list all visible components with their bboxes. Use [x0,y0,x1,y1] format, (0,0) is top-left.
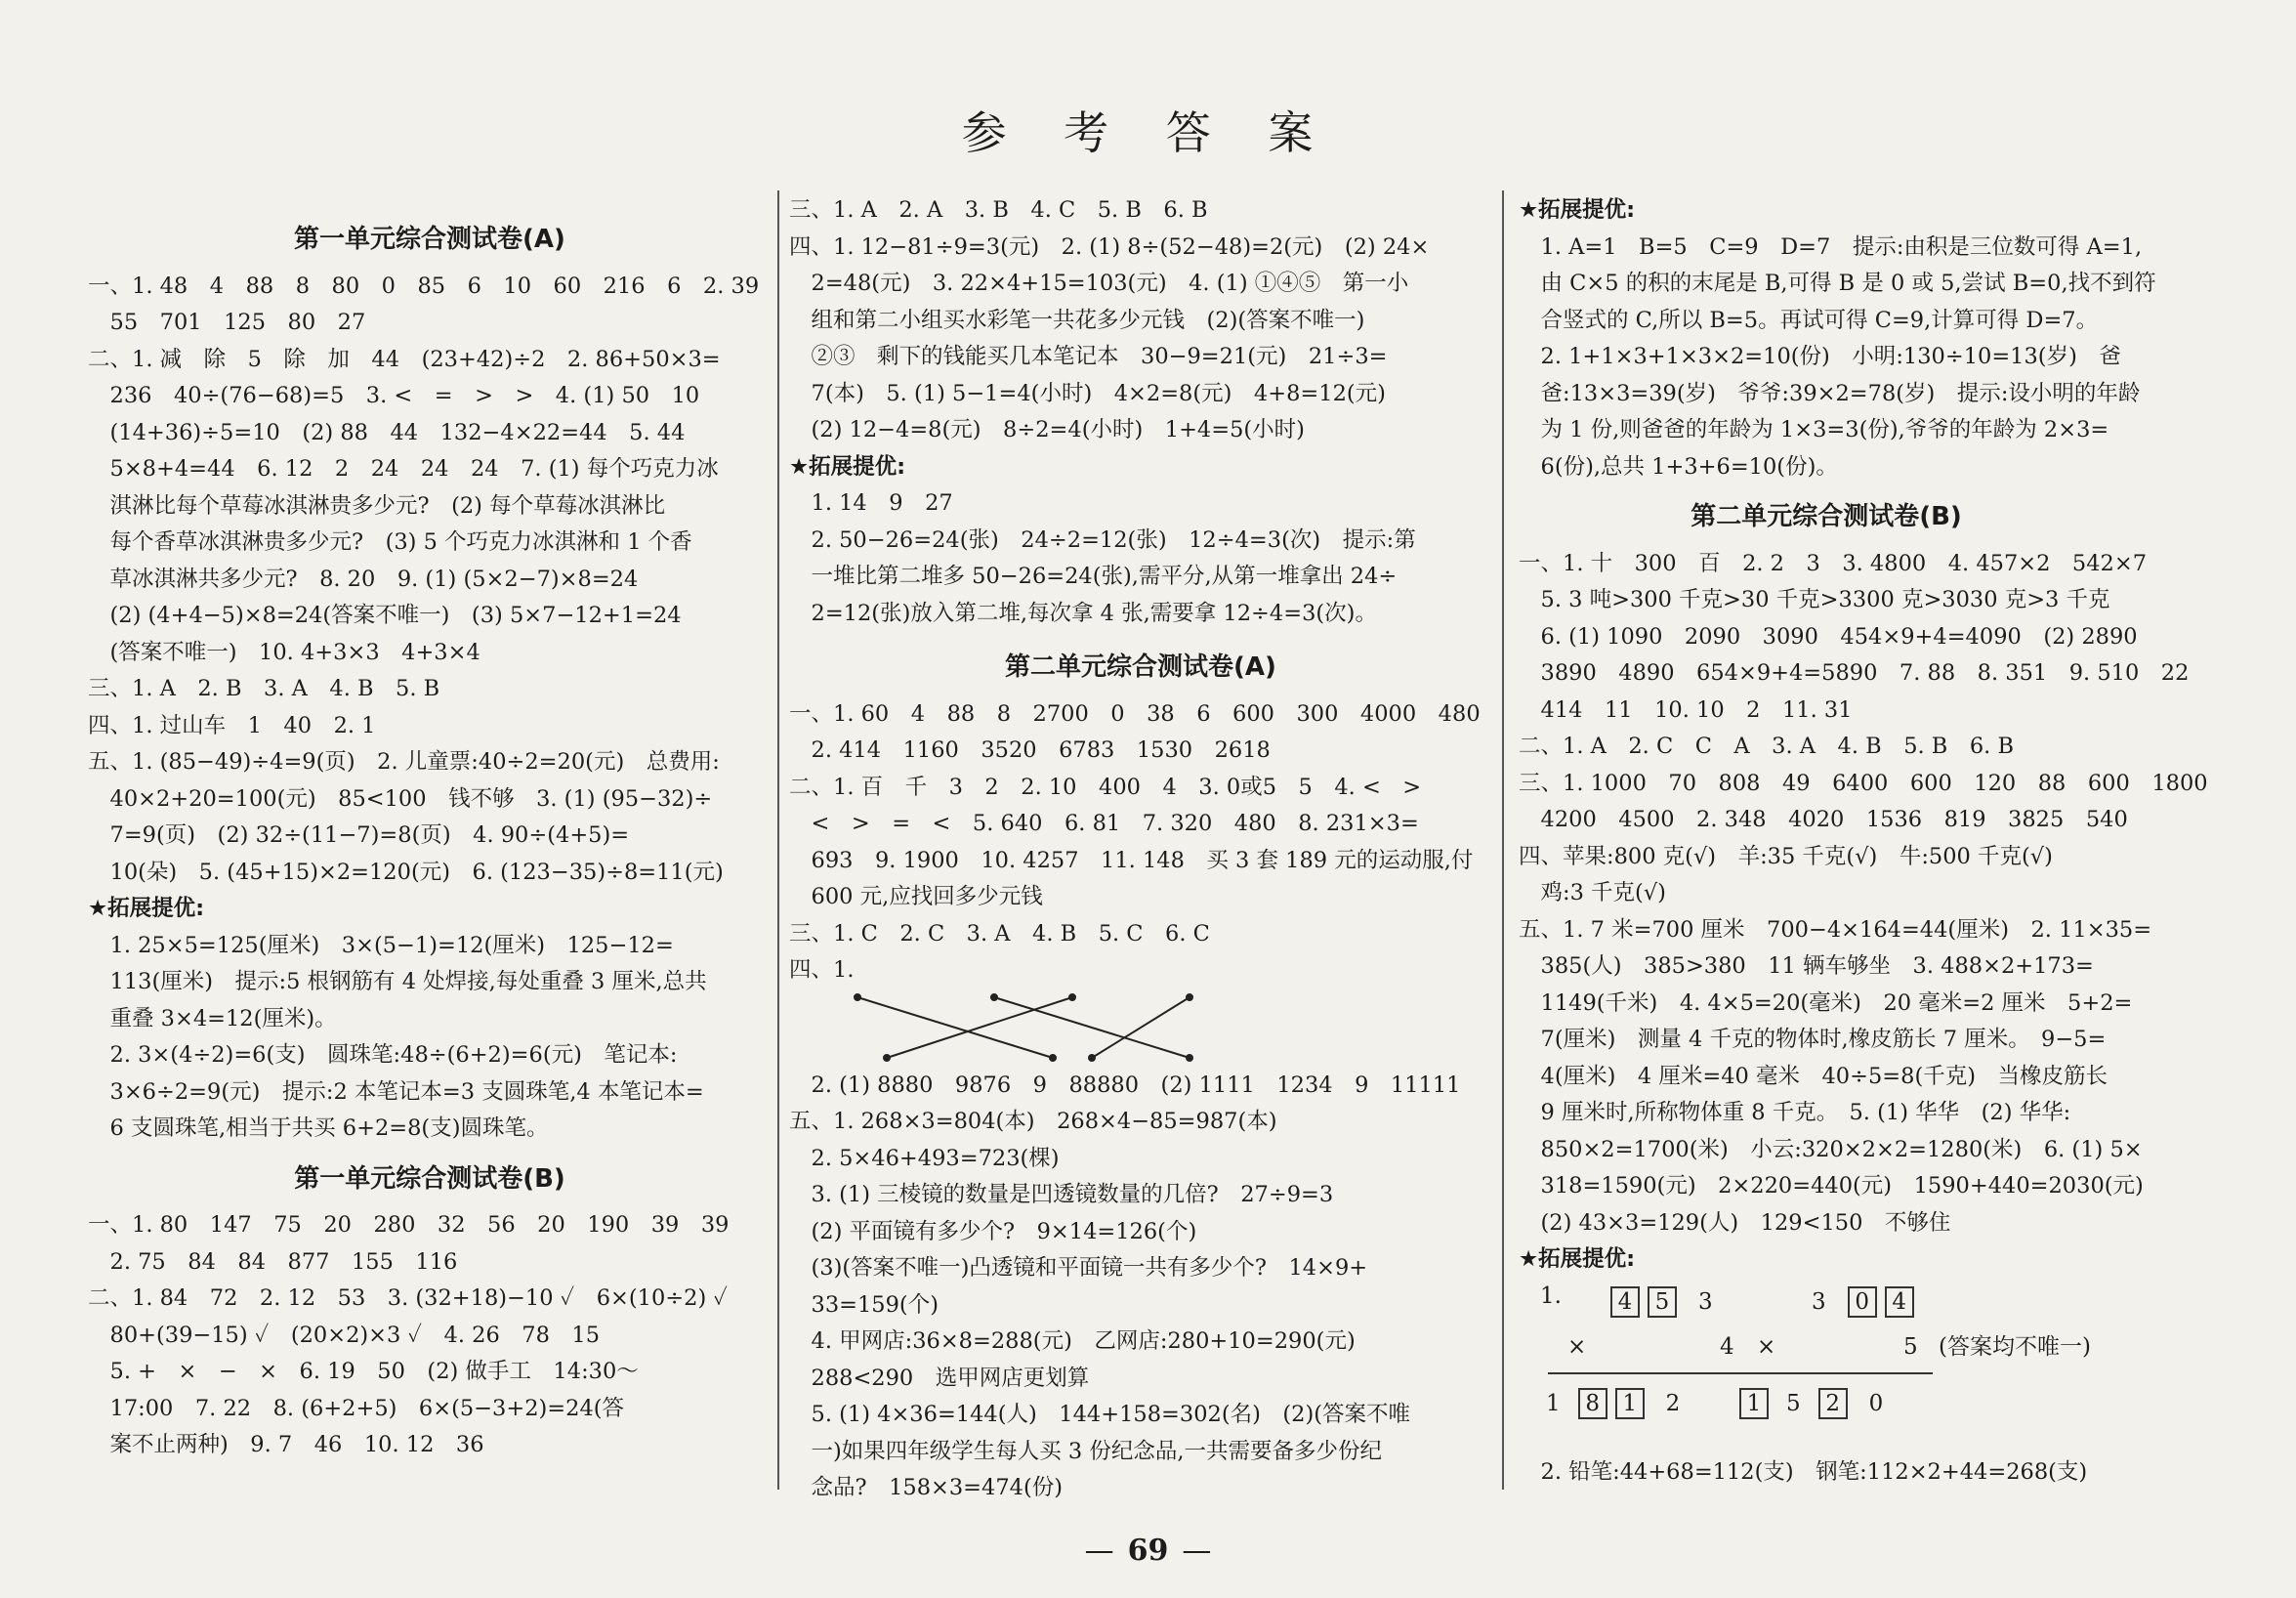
matching-lines [789,989,1473,1068]
multiplicand [1607,1284,1713,1322]
digit-box: 2 [1818,1388,1848,1419]
rule-line [1548,1372,1743,1374]
answer-line: 2. (1) 8880 9876 9 88880 (2) 1111 1234 9 11111 [789,1072,1461,1098]
answer-line: 二、1. 84 72 2. 12 53 3. (32+18)−10 ✓ 6×(10÷2) ✓ [88,1285,728,1311]
answer-line: 为 1 份,则爸爸的年龄为 1×3=3(份),爷爷的年龄为 2×3= [1519,417,2109,442]
answer-line: 四、1. 12−81÷9=3(元) 2. (1) 8÷(52−48)=2(元) (2) 24× [789,233,1430,260]
page-number: 69 [1127,1534,1169,1568]
answer-line: 鸡:3 千克(√) [1519,880,1666,905]
section-body-unit2-a [789,696,1492,989]
extension-label: ★拓展提优: [88,896,205,921]
answer-line: 五、1. 7 米=700 厘米 700−4×164=44(厘米) 2. 11×35= [1519,916,2152,943]
extension-body [88,928,772,1148]
answer-line: 2. 75 84 84 877 155 116 [88,1248,458,1275]
answer-line: 318=1590(元) 2×220=440(元) 1590+440=2030(元) [1519,1173,2144,1198]
multiplier: 4 [1720,1333,1734,1360]
answer-line: 414 11 10. 10 2 11. 31 [1519,696,1853,723]
answer-line: (2) (4+4−5)×8=24(答案不唯一) (3) 5×7−12+1=24 [88,603,682,628]
answer-line: 二、1. 减 除 5 除 加 44 (23+42)÷2 2. 86+50×3= [88,346,721,372]
answer-line: 3890 4890 654×9+4=5890 7. 88 8. 351 9. 510 22 [1519,660,2190,686]
extension-label: ★拓展提优: [1519,197,1636,223]
section-body-unit1-a-cont [789,192,1492,449]
extension-body [1519,230,2156,486]
answer-line: 33=159(个) [789,1291,939,1318]
digit: 3 [1812,1288,1826,1315]
product [1735,1386,1883,1423]
answer-line: 1149(千米) 4. 4×5=20(毫米) 20 毫米=2 厘米 5+2= [1519,989,2133,1016]
answer-line: 5×8+4=44 6. 12 2 24 24 24 7. (1) 每个巧克力冰 [88,456,719,482]
answer-line: 3. (1) 三棱镜的数量是凹透镜数量的几倍? 27÷9=3 [789,1182,1334,1207]
answer-line: ②③ 剩下的钱能买几本笔记本 30−9=21(元) 21÷3= [789,344,1388,369]
answer-line: 三、1. 1000 70 808 49 6400 600 120 88 600 1800 [1519,770,2208,796]
answer-line: 4(厘米) 4 厘米=40 毫米 40÷5=8(千克) 当橡皮筋长 [1519,1063,2108,1089]
answer-line: (2) 平面镜有多少个? 9×14=126(个) [789,1218,1197,1244]
section-title-unit2-a: 第二单元综合测试卷(A) [1005,652,1276,682]
answer-line: 一、1. 60 4 88 8 2700 0 38 6 600 300 4000 480 [789,700,1481,727]
section-body-unit1-b [88,1207,772,1464]
answer-line: 7=9(页) (2) 32÷(11−7)=8(页) 4. 90÷(4+5)= [88,822,630,848]
section-body-unit2-b [1519,546,2208,1242]
digit-box: 1 [1615,1388,1645,1419]
answer-line: 合竖式的 C,所以 B=5。再试可得 C=9,计算可得 D=7。 [1519,307,2099,333]
answer-line: 淇淋比每个草莓冰淇淋贵多少元? (2) 每个草莓冰淇淋比 [88,492,666,519]
answer-line: 由 C×5 的积的末尾是 B,可得 B 是 0 或 5,尝试 B=0,找不到符 [1519,271,2156,296]
answer-line: 9 厘米时,所称物体重 8 千克。 5. (1) 华华 (2) 华华: [1519,1100,2071,1125]
section-title-unit2-b: 第二单元综合测试卷(B) [1691,502,1962,531]
column-right [1519,192,2208,1491]
answer-line: 5. (1) 4×36=144(人) 144+158=302(名) (2)(答案不唯 [789,1402,1411,1427]
extension-label: ★拓展提优: [789,453,906,480]
answer-line: 6(份),总共 1+3+6=10(份)。 [1519,453,1838,480]
answer-line: 二、1. 百 千 3 2 2. 10 400 4 3. 0或5 5 4. < > [789,774,1422,800]
answer-line: 2. 414 1160 3520 6783 1530 2618 [789,737,1271,763]
answer-line: (3)(答案不唯一)凸透镜和平面镜一共有多少个? 14×9+ [789,1255,1368,1281]
vertical-multiplication-answers [1519,1279,2134,1454]
answer-line: 一、1. 80 147 75 20 280 32 56 20 190 39 39 [88,1212,730,1238]
answer-line: 2. 3×(4÷2)=6(支) 圆珠笔:48÷(6+2)=6(元) 笔记本: [88,1042,678,1068]
answer-line: 6 支圆珠笔,相当于共买 6+2=8(支)圆珠笔。 [88,1115,549,1141]
answer-line: 288<290 选甲网店更划算 [789,1365,1090,1391]
page-number-footer [0,1534,2296,1568]
answer-line: 三、1. A 2. A 3. B 4. C 5. B 6. B [789,197,1208,223]
section-body-unit2-a-cont [789,1068,1492,1507]
answer-line: 2=12(张)放入第二堆,每次拿 4 张,需要拿 12÷4=3(次)。 [789,600,1377,626]
footer-dash-left: — [1084,1534,1114,1568]
answer-line: 1. A=1 B=5 C=9 D=7 提示:由积是三位数可得 A=1, [1519,233,2143,260]
answer-line: 4. 甲网店:36×8=288(元) 乙网店:280+10=290(元) [789,1328,1356,1354]
answer-line: 7(厘米) 测量 4 千克的物体时,橡皮筋长 7 厘米。 9−5= [1519,1027,2107,1052]
multiplicand [1812,1284,1918,1322]
digit: 5 [1786,1390,1801,1416]
column-left [88,212,772,1464]
answer-line: 6. (1) 1090 2090 3090 454×9+4=4090 (2) 2890 [1519,623,2138,650]
digit: 0 [1868,1390,1884,1416]
answer-line: 一)如果四年级学生每人买 3 份纪念品,一共需要备多少份纪 [789,1438,1383,1464]
answer-line: 4200 4500 2. 348 4020 1536 819 3825 540 [1519,807,2128,832]
answer-line: (2) 43×3=129(人) 129<150 不够住 [1519,1209,1951,1236]
answer-line: (答案不唯一) 10. 4+3×3 4+3×4 [88,639,480,665]
answer-line: 80+(39−15) ✓ (20×2)×3 ✓ 4. 26 78 15 [88,1322,601,1348]
answer-line: 四、苹果:800 克(√) 羊:35 千克(√) 牛:500 千克(√) [1519,843,2053,869]
answer-line: 55 701 125 80 27 [88,310,366,335]
answer-line: 三、1. A 2. B 3. A 4. B 5. B [88,676,440,701]
answer-line: 四、1. 过山车 1 40 2. 1 [88,712,376,738]
answer-line: (2) 12−4=8(元) 8÷2=4(小时) 1+4=5(小时) [789,417,1305,442]
answer-line: 二、1. A 2. C C A 3. A 4. B 5. B 6. B [1519,734,2014,759]
multiply-sign: × [1757,1333,1776,1360]
answer-line: 236 40÷(76−68)=5 3. < = > > 4. (1) 50 10 [88,383,700,408]
digit-box: 4 [1610,1286,1640,1318]
section-body-unit1-a [88,269,772,892]
answer-line: 念品? 158×3=474(份) [789,1475,1064,1500]
answer-line: 385(人) 385>380 11 辆车够坐 3. 488×2+173= [1519,953,2094,979]
answer-line: 40×2+20=100(元) 85<100 钱不够 3. (1) (95−32)÷ [88,785,713,812]
answer-line: 7(本) 5. (1) 5−1=4(小时) 4×2=8(元) 4+8=12(元) [789,380,1386,406]
digit: 1 [1546,1390,1561,1416]
multiplier: 5 [1903,1333,1918,1360]
answer-line: 2. 铅笔:44+68=112(支) 钢笔:112×2+44=268(支) [1519,1458,2088,1485]
answer-line: 爸:13×3=39(岁) 爷爷:39×2=78(岁) 提示:设小明的年龄 [1519,380,2141,406]
extension-body [789,485,1492,632]
answer-line: 693 9. 1900 10. 4257 11. 148 买 3 套 189 元的运动服,付 [789,847,1474,873]
answer-line: 三、1. C 2. C 3. A 4. B 5. C 6. C [789,920,1210,946]
answer-line: 17:00 7. 22 8. (6+2+5) 6×(5−3+2)=24(答 [88,1395,625,1421]
answer-line: 1. 25×5=125(厘米) 3×(5−1)=12(厘米) 125−12= [88,932,674,958]
answer-line: 五、1. 268×3=804(本) 268×4−85=987(本) [789,1109,1277,1134]
multiply-sign: × [1567,1333,1587,1360]
digit-box: 4 [1885,1286,1914,1318]
answer-line: < > = < 5. 640 6. 81 7. 320 480 8. 231×3= [789,811,1419,836]
answer-line: 1. 14 9 27 [789,490,953,516]
footer-dash-right: — [1182,1534,1212,1568]
section-title-unit1-a: 第一单元综合测试卷(A) [294,225,565,254]
section-title-unit1-b: 第一单元综合测试卷(B) [294,1163,565,1194]
digit: 3 [1698,1288,1713,1315]
digit-box: 8 [1578,1388,1607,1419]
answer-line: 5. 3 吨>300 千克>30 千克>3300 克>3030 克>3 千克 [1519,587,2110,612]
digit-box: 5 [1648,1286,1677,1318]
answer-line: 一堆比第二堆多 50−26=24(张),需平分,从第一堆拿出 24÷ [789,564,1398,589]
page-title: 参 考 答 案 [961,106,1335,159]
answer-line: 一、1. 十 300 百 2. 2 3 3. 4800 4. 457×2 542×7 [1519,550,2148,576]
question-number: 1. [1540,1283,1562,1309]
matching-diagram [789,989,1492,1068]
answer-line: 113(厘米) 提示:5 根钢筋有 4 处焊接,每处重叠 3 厘米,总共 [88,969,707,994]
answer-line: 5. + × − × 6. 19 50 (2) 做手工 14:30～ [88,1359,639,1384]
answer-line: 2. 5×46+493=723(棵) [789,1145,1060,1171]
answer-line: 850×2=1700(米) 小云:320×2×2=1280(米) 6. (1) 5× [1519,1136,2143,1162]
answer-line: 重叠 3×4=12(厘米)。 [88,1005,337,1031]
answer-line: 一、1. 48 4 88 8 80 0 85 6 10 60 216 6 2. 39 [88,273,760,299]
answer-line: 案不止两种) 9. 7 46 10. 12 36 [88,1432,484,1457]
answer-line: 每个香草冰淇淋贵多少元? (3) 5 个巧克力冰淇淋和 1 个香 [88,529,692,555]
answer-line: (14+36)÷5=10 (2) 88 44 132−4×22=44 5. 44 [88,419,686,445]
answer-line: 组和第二小组买水彩笔一共花多少元钱 (2)(答案不唯一) [789,307,1365,333]
extension-label: ★拓展提优: [1519,1246,1636,1272]
digit: 2 [1665,1390,1681,1416]
note: (答案均不唯一) [1939,1333,2091,1360]
product [1546,1386,1680,1423]
answer-line: 2. 50−26=24(张) 24÷2=12(张) 12÷4=3(次) 提示:第 [789,526,1416,553]
column-divider-right [1502,190,1504,1490]
answer-line: 2=48(元) 3. 22×4+15=103(元) 4. (1) ①④⑤ 第一小 [789,271,1409,296]
column-middle [789,192,1492,1507]
digit-box: 1 [1739,1388,1769,1419]
column-divider-left [777,190,779,1490]
answer-line: 3×6÷2=9(元) 提示:2 本笔记本=3 支圆珠笔,4 本笔记本= [88,1078,704,1105]
answer-line: 五、1. (85−49)÷4=9(页) 2. 儿童票:40÷2=20(元) 总费用: [88,749,720,775]
answer-line: 草冰淇淋共多少元? 8. 20 9. (1) (5×2−7)×8=24 [88,566,639,592]
answer-line: 600 元,应找回多少元钱 [789,884,1043,909]
answer-line: 2. 1+1×3+1×3×2=10(份) 小明:130÷10=13(岁) 爸 [1519,344,2121,369]
rule-line [1737,1372,1933,1374]
answer-line: 四、1. [789,957,855,983]
answer-line: 10(朵) 5. (45+15)×2=120(元) 6. (123−35)÷8=11(元) [88,859,724,885]
digit-box: 0 [1848,1286,1877,1318]
